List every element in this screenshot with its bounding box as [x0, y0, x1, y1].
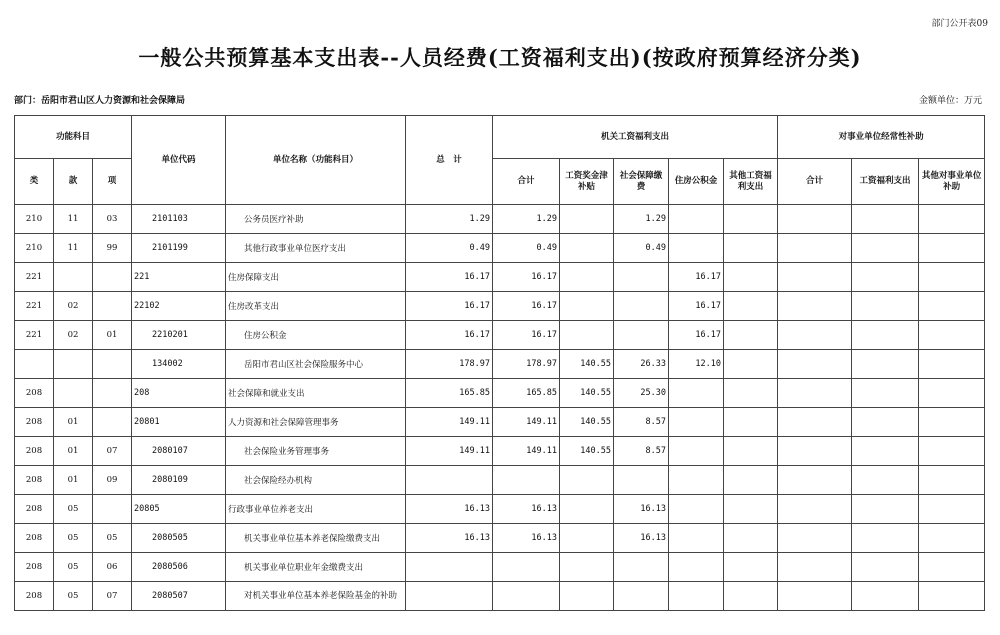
cell-lei: 208: [15, 553, 54, 582]
cell-total: [406, 466, 493, 495]
cell-total: 16.13: [406, 495, 493, 524]
cell-inst-total: [778, 263, 852, 292]
cell-org-housing: [669, 408, 724, 437]
cell-org-other: [724, 234, 778, 263]
cell-org-bonus: 140.55: [560, 379, 614, 408]
cell-lei: 210: [15, 205, 54, 234]
cell-org-social: [614, 263, 669, 292]
cell-inst-wage: [852, 408, 919, 437]
cell-org-housing: 16.17: [669, 321, 724, 350]
cell-org-social: 1.29: [614, 205, 669, 234]
form-number: 部门公开表09: [931, 19, 988, 29]
cell-org-other: [724, 495, 778, 524]
header-org-housing: 住房公积金: [669, 159, 724, 205]
cell-inst-other: [919, 350, 985, 379]
cell-org-other: [724, 205, 778, 234]
cell-unit-name: 社会保险经办机构: [226, 466, 406, 495]
cell-unit-name: 人力资源和社会保障管理事务: [226, 408, 406, 437]
cell-inst-total: [778, 292, 852, 321]
table-row: [15, 437, 985, 466]
cell-xiang: 05: [93, 524, 132, 553]
cell-lei: 221: [15, 321, 54, 350]
cell-org-housing: 12.10: [669, 350, 724, 379]
cell-xiang: [93, 379, 132, 408]
cell-org-social: 8.57: [614, 408, 669, 437]
cell-unit-name: 其他行政事业单位医疗支出: [226, 234, 406, 263]
header-lei: 类: [15, 159, 54, 205]
cell-inst-total: [778, 582, 852, 611]
cell-kuan: 05: [54, 582, 93, 611]
cell-inst-wage: [852, 524, 919, 553]
cell-total: 149.11: [406, 408, 493, 437]
cell-inst-other: [919, 408, 985, 437]
cell-lei: 208: [15, 524, 54, 553]
budget-table: [14, 115, 985, 611]
cell-org-total: 16.13: [493, 495, 560, 524]
header-inst-total: 合计: [778, 159, 852, 205]
cell-org-bonus: [560, 495, 614, 524]
cell-xiang: 01: [93, 321, 132, 350]
cell-org-bonus: [560, 466, 614, 495]
table-body: [15, 205, 985, 611]
cell-kuan: 01: [54, 437, 93, 466]
cell-lei: 221: [15, 292, 54, 321]
header-org-group: 机关工资福利支出: [493, 116, 778, 159]
cell-org-bonus: [560, 205, 614, 234]
header-row-1: [15, 116, 985, 159]
cell-org-other: [724, 466, 778, 495]
cell-org-total: 0.49: [493, 234, 560, 263]
cell-lei: [15, 350, 54, 379]
cell-kuan: 05: [54, 553, 93, 582]
cell-unit-name: 机关事业单位基本养老保险缴费支出: [226, 524, 406, 553]
cell-kuan: [54, 350, 93, 379]
cell-kuan: 05: [54, 495, 93, 524]
cell-org-total: 178.97: [493, 350, 560, 379]
cell-kuan: 11: [54, 234, 93, 263]
cell-org-total: 1.29: [493, 205, 560, 234]
cell-org-total: [493, 466, 560, 495]
cell-org-other: [724, 524, 778, 553]
cell-inst-total: [778, 495, 852, 524]
cell-xiang: 07: [93, 582, 132, 611]
cell-org-other: [724, 437, 778, 466]
cell-org-other: [724, 350, 778, 379]
table-row: [15, 234, 985, 263]
cell-org-social: 25.30: [614, 379, 669, 408]
cell-inst-other: [919, 437, 985, 466]
cell-kuan: 11: [54, 205, 93, 234]
table-row: [15, 379, 985, 408]
cell-inst-total: [778, 524, 852, 553]
cell-unit-code: 22102: [132, 292, 226, 321]
cell-unit-code: 2101199: [132, 234, 226, 263]
cell-total: 16.17: [406, 263, 493, 292]
cell-unit-name: 行政事业单位养老支出: [226, 495, 406, 524]
cell-kuan: [54, 263, 93, 292]
cell-inst-other: [919, 234, 985, 263]
cell-org-other: [724, 292, 778, 321]
cell-inst-total: [778, 553, 852, 582]
cell-inst-total: [778, 466, 852, 495]
cell-inst-wage: [852, 582, 919, 611]
cell-inst-total: [778, 379, 852, 408]
cell-org-bonus: [560, 524, 614, 553]
cell-org-social: [614, 466, 669, 495]
cell-org-total: 16.17: [493, 292, 560, 321]
cell-xiang: [93, 350, 132, 379]
header-org-total: 合计: [493, 159, 560, 205]
cell-org-social: [614, 582, 669, 611]
cell-org-total: 16.17: [493, 263, 560, 292]
cell-unit-code: 221: [132, 263, 226, 292]
header-name: 单位名称（功能科目）: [226, 116, 406, 205]
cell-unit-name: 对机关事业单位基本养老保险基金的补助: [226, 582, 406, 611]
header-inst-group: 对事业单位经常性补助: [778, 116, 985, 159]
cell-total: 178.97: [406, 350, 493, 379]
cell-inst-other: [919, 292, 985, 321]
cell-total: 16.13: [406, 524, 493, 553]
cell-unit-code: 2080107: [132, 437, 226, 466]
cell-org-bonus: [560, 321, 614, 350]
cell-inst-other: [919, 582, 985, 611]
header-func: 功能科目: [15, 116, 132, 159]
cell-org-total: 16.13: [493, 524, 560, 553]
cell-lei: 208: [15, 408, 54, 437]
header-org-bonus: 工资奖金津补贴: [560, 159, 614, 205]
cell-inst-wage: [852, 205, 919, 234]
cell-lei: 208: [15, 379, 54, 408]
header-org-other: 其他工资福利支出: [724, 159, 778, 205]
header-xiang: 项: [93, 159, 132, 205]
table-row: [15, 495, 985, 524]
cell-lei: 208: [15, 582, 54, 611]
cell-inst-wage: [852, 437, 919, 466]
header-code: 单位代码: [132, 116, 226, 205]
cell-org-housing: [669, 495, 724, 524]
cell-total: 1.29: [406, 205, 493, 234]
cell-inst-total: [778, 234, 852, 263]
cell-kuan: 02: [54, 321, 93, 350]
cell-org-social: 16.13: [614, 495, 669, 524]
cell-unit-name: 公务员医疗补助: [226, 205, 406, 234]
cell-org-total: [493, 553, 560, 582]
cell-kuan: 01: [54, 408, 93, 437]
table-row: [15, 292, 985, 321]
cell-inst-other: [919, 379, 985, 408]
header-total: 总 计: [406, 116, 493, 205]
cell-org-bonus: [560, 553, 614, 582]
cell-inst-wage: [852, 234, 919, 263]
cell-xiang: [93, 292, 132, 321]
cell-total: [406, 553, 493, 582]
cell-inst-other: [919, 466, 985, 495]
cell-org-social: [614, 553, 669, 582]
cell-unit-code: 2080505: [132, 524, 226, 553]
cell-org-social: 0.49: [614, 234, 669, 263]
amount-unit-label: 金额单位：万元: [918, 96, 982, 106]
table-row: [15, 524, 985, 553]
cell-unit-name: 住房公积金: [226, 321, 406, 350]
table-row: [15, 321, 985, 350]
cell-org-bonus: [560, 582, 614, 611]
header-org-social: 社会保障缴费: [614, 159, 669, 205]
cell-unit-name: 住房保障支出: [226, 263, 406, 292]
cell-xiang: [93, 495, 132, 524]
cell-inst-total: [778, 408, 852, 437]
cell-inst-total: [778, 321, 852, 350]
header-inst-wage: 工资福利支出: [852, 159, 919, 205]
table-row: [15, 205, 985, 234]
cell-inst-other: [919, 495, 985, 524]
cell-org-other: [724, 263, 778, 292]
cell-xiang: 09: [93, 466, 132, 495]
cell-unit-code: 20805: [132, 495, 226, 524]
cell-xiang: 99: [93, 234, 132, 263]
cell-org-bonus: [560, 234, 614, 263]
cell-unit-code: 20801: [132, 408, 226, 437]
cell-org-social: 8.57: [614, 437, 669, 466]
cell-xiang: 07: [93, 437, 132, 466]
cell-unit-name: 机关事业单位职业年金缴费支出: [226, 553, 406, 582]
cell-unit-name: 岳阳市君山区社会保险服务中心: [226, 350, 406, 379]
table-row: [15, 466, 985, 495]
cell-total: 165.85: [406, 379, 493, 408]
cell-org-social: 16.13: [614, 524, 669, 553]
cell-inst-other: [919, 321, 985, 350]
cell-org-social: 26.33: [614, 350, 669, 379]
cell-inst-total: [778, 350, 852, 379]
cell-org-total: 149.11: [493, 437, 560, 466]
cell-unit-code: 2080506: [132, 553, 226, 582]
cell-xiang: 03: [93, 205, 132, 234]
cell-xiang: 06: [93, 553, 132, 582]
cell-org-housing: [669, 553, 724, 582]
cell-org-housing: [669, 524, 724, 553]
table-row: [15, 350, 985, 379]
cell-kuan: 02: [54, 292, 93, 321]
cell-lei: 208: [15, 495, 54, 524]
cell-org-other: [724, 408, 778, 437]
cell-kuan: 05: [54, 524, 93, 553]
cell-total: 0.49: [406, 234, 493, 263]
cell-total: 16.17: [406, 292, 493, 321]
cell-lei: 208: [15, 466, 54, 495]
cell-org-housing: 16.17: [669, 263, 724, 292]
cell-inst-wage: [852, 292, 919, 321]
table-row: [15, 408, 985, 437]
header-kuan: 款: [54, 159, 93, 205]
cell-inst-wage: [852, 495, 919, 524]
header-inst-other: 其他对事业单位补助: [919, 159, 985, 205]
cell-org-bonus: [560, 292, 614, 321]
cell-inst-wage: [852, 466, 919, 495]
cell-org-bonus: 140.55: [560, 437, 614, 466]
cell-unit-code: 2080109: [132, 466, 226, 495]
cell-org-total: 149.11: [493, 408, 560, 437]
cell-org-bonus: 140.55: [560, 408, 614, 437]
cell-unit-name: 社会保障和就业支出: [226, 379, 406, 408]
cell-org-other: [724, 553, 778, 582]
cell-org-housing: [669, 466, 724, 495]
cell-org-housing: 16.17: [669, 292, 724, 321]
cell-inst-wage: [852, 350, 919, 379]
cell-unit-name: 住房改革支出: [226, 292, 406, 321]
cell-org-housing: [669, 582, 724, 611]
cell-unit-code: 2080507: [132, 582, 226, 611]
department-label: 部门：岳阳市君山区人力资源和社会保障局: [14, 96, 186, 106]
cell-unit-code: 208: [132, 379, 226, 408]
cell-lei: 221: [15, 263, 54, 292]
cell-org-social: [614, 321, 669, 350]
cell-org-bonus: 140.55: [560, 350, 614, 379]
cell-inst-wage: [852, 263, 919, 292]
cell-unit-code: 134002: [132, 350, 226, 379]
cell-inst-wage: [852, 553, 919, 582]
cell-org-total: 16.17: [493, 321, 560, 350]
cell-org-social: [614, 292, 669, 321]
cell-kuan: [54, 379, 93, 408]
cell-org-housing: [669, 379, 724, 408]
cell-org-total: [493, 582, 560, 611]
cell-xiang: [93, 263, 132, 292]
cell-org-other: [724, 379, 778, 408]
cell-inst-wage: [852, 379, 919, 408]
cell-org-bonus: [560, 263, 614, 292]
cell-lei: 210: [15, 234, 54, 263]
cell-inst-wage: [852, 321, 919, 350]
page-title: 一般公共预算基本支出表--人员经费(工资福利支出)(按政府预算经济分类): [138, 45, 862, 70]
cell-org-housing: [669, 205, 724, 234]
cell-org-other: [724, 582, 778, 611]
cell-unit-name: 社会保险业务管理事务: [226, 437, 406, 466]
cell-org-housing: [669, 437, 724, 466]
cell-inst-other: [919, 524, 985, 553]
table-row: [15, 263, 985, 292]
cell-inst-total: [778, 205, 852, 234]
cell-org-housing: [669, 234, 724, 263]
cell-inst-other: [919, 205, 985, 234]
cell-inst-other: [919, 553, 985, 582]
cell-total: 16.17: [406, 321, 493, 350]
cell-total: [406, 582, 493, 611]
table-row: [15, 582, 985, 611]
cell-org-total: 165.85: [493, 379, 560, 408]
cell-unit-code: 2101103: [132, 205, 226, 234]
cell-kuan: 01: [54, 466, 93, 495]
table-row: [15, 553, 985, 582]
cell-total: 149.11: [406, 437, 493, 466]
cell-unit-code: 2210201: [132, 321, 226, 350]
cell-inst-total: [778, 437, 852, 466]
cell-org-other: [724, 321, 778, 350]
cell-inst-other: [919, 263, 985, 292]
cell-xiang: [93, 408, 132, 437]
cell-lei: 208: [15, 437, 54, 466]
